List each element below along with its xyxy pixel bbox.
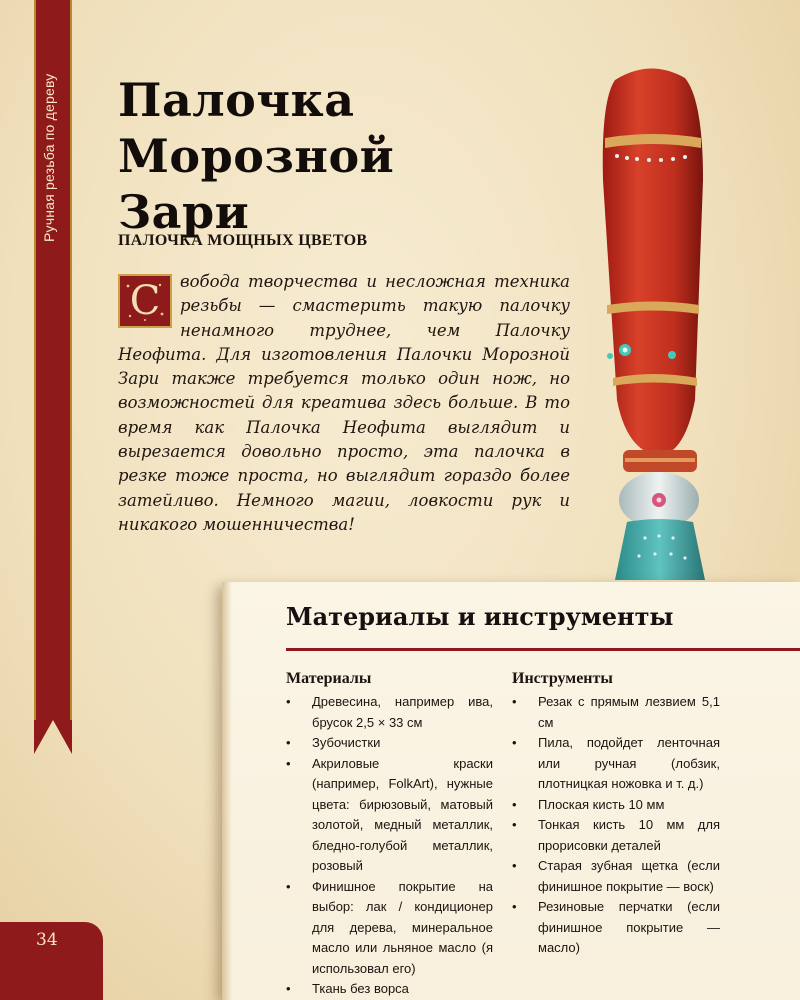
page-title [118, 72, 538, 240]
dropcap [118, 274, 172, 328]
title-line-2: Морозной Зари [118, 129, 395, 239]
panel-title: Материалы и инструменты [286, 602, 674, 631]
list-item: • Финишное покрытие на выбор: лак / кондиционер для дерева, минеральное масло или льняное масло (я использовал его) [286, 877, 493, 980]
list-item: • Тонкая кисть 10 мм для прорисовки деталей [512, 815, 720, 856]
title-line-1: Палочка [118, 73, 355, 127]
list-item: • Пила, подойдет ленточная или ручная (лобзик, плотницкая ножовка и т. д.) [512, 733, 720, 795]
materials-column [286, 670, 493, 1000]
list-item: • Акриловые краски (например, FolkArt), нужные цвета: бирюзовый, матовый золотой, медный металлик, бледно-голубой металлик, розовый [286, 754, 493, 877]
ribbon-notch [34, 720, 72, 754]
materials-heading: Материалы [286, 670, 372, 687]
list-item: • Древесина, например ива, брусок 2,5 × 33 см [286, 692, 493, 733]
list-item: • Резак с прямым лезвием 5,1 см [512, 692, 720, 733]
section-subtitle: ПАЛОЧКА МОЩНЫХ ЦВЕТОВ [118, 232, 368, 249]
page-number: 34 [36, 930, 58, 950]
ribbon-label: Ручная резьба по дереву [41, 73, 57, 242]
intro-paragraph [118, 270, 570, 537]
panel-divider [286, 648, 800, 651]
list-item: • Ткань без ворса [286, 979, 493, 1000]
dropcap-letter: С [129, 278, 161, 324]
intro-text: вобода творчества и несложная техника резьбы — смастерить такую палочку ненамного труднее, чем Палочку Неофита. Для изготовления Палочки Морозной Зари также требуется только один нож, но возможностей для креатива здесь больше. В то время как Палочка Неофита выглядит и вырезается довольно просто, эта палочка в резке тоже проста, но выглядит гораздо более затейливо. Немного магии, ловкости рук и никакого мошенничества! [118, 272, 570, 534]
list-item: • Резиновые перчатки (если финишное покрытие — масло) [512, 897, 720, 959]
panel-edge [222, 582, 232, 1000]
tools-heading: Инструменты [512, 670, 613, 687]
materials-list [286, 692, 493, 1000]
tools-list [512, 692, 720, 959]
list-item: • Зубочистки [286, 733, 493, 754]
list-item: • Плоская кисть 10 мм [512, 795, 720, 816]
tools-column [512, 670, 720, 959]
wand-illustration [555, 60, 715, 580]
list-item: • Старая зубная щетка (если финишное покрытие — воск) [512, 856, 720, 897]
